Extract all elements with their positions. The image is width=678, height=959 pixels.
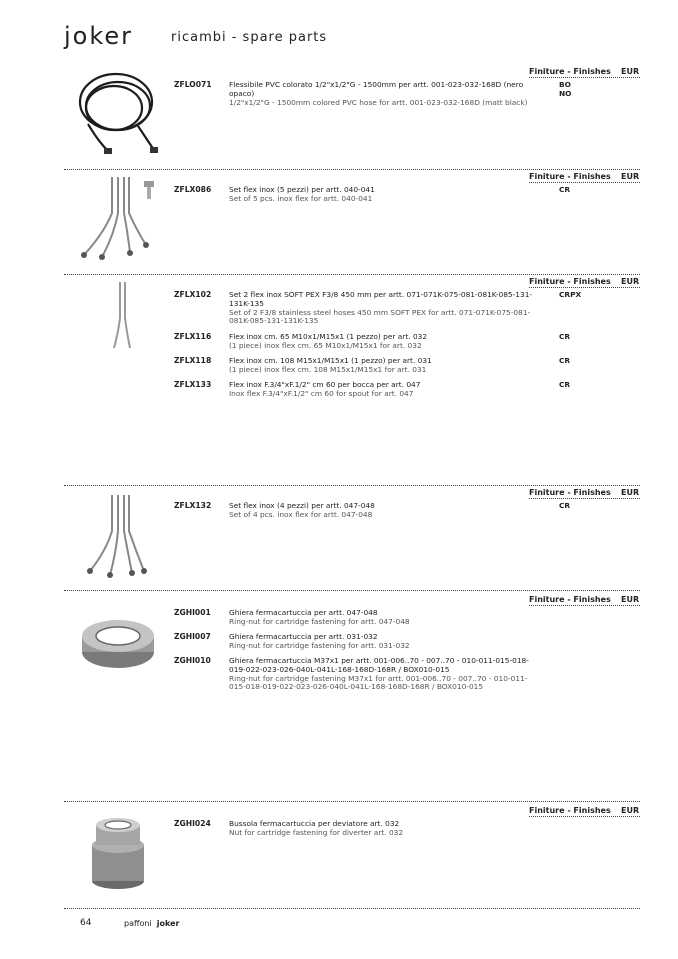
ring-nut-image [78, 608, 158, 680]
description-it: Bussola fermacartuccia per deviatore art. 032 [229, 819, 400, 828]
finish-code: CRPX [559, 290, 582, 299]
finish-code: CR [559, 380, 571, 389]
finish-code: CR [559, 332, 571, 341]
column-eur-header: EUR [621, 595, 640, 604]
column-finishes-header: Finiture - Finishes [529, 67, 611, 76]
description-it: Ghiera fermacartuccia M37x1 per artt. 001-006..70 - 007..70 - 010-011-015-018-019-022-023-026-040L-041L-168-168D-168R / BOX010-015 [229, 656, 529, 674]
description-it: Set flex inox (4 pezzi) per artt. 047-048 [229, 501, 375, 510]
description-en: (1 piece) inox flex cm. 108 M15x1/M15x1 for art. 031 [229, 364, 427, 374]
footer-brand: paffoni [124, 919, 152, 928]
column-eur-header: EUR [621, 172, 640, 181]
column-finishes-header: Finiture - Finishes [529, 595, 611, 604]
product-code: ZFLX132 [174, 501, 212, 510]
product-code: ZGHI024 [174, 819, 211, 828]
description-it: Ghiera fermacartuccia per artt. 047-048 [229, 608, 378, 617]
column-eur-header: EUR [621, 67, 640, 76]
description-en: Set of 4 pcs. inox flex for artt. 047-048 [229, 509, 373, 519]
product-code: ZFLX102 [174, 290, 212, 299]
description-it: Flex inox cm. 65 M10x1/M15x1 (1 pezzo) per art. 032 [229, 332, 428, 341]
description-it: Set flex inox (5 pezzi) per artt. 040-041 [229, 185, 375, 194]
description-en: Set of 2 F3/8 stainless steel hoses 450 mm SOFT PEX for artt. 071-071K-075-081-081K-085-131-131K-135 [229, 307, 531, 326]
description-en: Ring-nut for cartridge fastening M37x1 for artt. 001-006..70 - 007..70 - 010-011-015-018-019-022-023-026-040L-041L-168-168D-168R / BOX010-015 [229, 673, 528, 692]
flex-set-image [74, 173, 164, 265]
description-en: 1/2"x1/2"G - 1500mm colored PVC hose for artt. 001-023-032-168D (matt black) [229, 97, 528, 107]
description-it: Flessibile PVC colorato 1/2"x1/2"G - 1500mm per artt. 001-023-032-168D (nero opaco) [229, 80, 524, 98]
column-finishes-header: Finiture - Finishes [529, 488, 611, 497]
description-en: Nut for cartridge fastening for diverter art. 032 [229, 827, 404, 837]
description-en: Set of 5 pcs. inox flex for artt. 040-041 [229, 193, 373, 203]
soft-pex-hose-image [108, 278, 138, 352]
column-eur-header: EUR [621, 277, 640, 286]
footer-series: joker [156, 919, 180, 928]
column-eur-header: EUR [621, 806, 640, 815]
flex-set-4-image [78, 491, 158, 583]
page-number: 64 [80, 918, 92, 928]
finish-code: CR [559, 185, 571, 194]
description-it: Set 2 flex inox SOFT PEX F3/8 450 mm per artt. 071-071K-075-081-081K-085-131-131K-135 [229, 290, 533, 308]
product-code: ZFLX133 [174, 380, 212, 389]
pvc-hose-image [68, 66, 168, 158]
page-brand-title: joker [64, 22, 134, 50]
product-code: ZGHI007 [174, 632, 211, 641]
product-code: ZGHI001 [174, 608, 211, 617]
description-it: Ghiera fermacartuccia per artt. 031-032 [229, 632, 378, 641]
column-finishes-header: Finiture - Finishes [529, 806, 611, 815]
product-code: ZFLX086 [174, 185, 212, 194]
description-en: (1 piece) inox flex cm. 65 M10x1/M15x1 for art. 032 [229, 340, 422, 350]
description-it: Flex inox cm. 108 M15x1/M15x1 (1 pezzo) per art. 031 [229, 356, 432, 365]
finish-code: NO [559, 88, 572, 98]
description-en: Ring-nut for cartridge fastening for artt. 031-032 [229, 640, 410, 650]
finish-code: BO [559, 80, 571, 89]
product-code: ZFLX116 [174, 332, 212, 341]
product-code: ZFLO071 [174, 80, 212, 89]
column-eur-header: EUR [621, 488, 640, 497]
column-finishes-header: Finiture - Finishes [529, 277, 611, 286]
page-subtitle: ricambi - spare parts [171, 30, 328, 45]
description-it: Flex inox F.3/4"xF.1/2" cm 60 per bocca per art. 047 [229, 380, 421, 389]
finish-code: CR [559, 356, 571, 365]
finish-code: CR [559, 501, 571, 510]
cartridge-nut-image [88, 815, 148, 891]
description-en: Inox flex F.3/4"xF.1/2" cm 60 for spout for art. 047 [229, 388, 414, 398]
description-en: Ring-nut for cartridge fastening for artt. 047-048 [229, 616, 410, 626]
column-finishes-header: Finiture - Finishes [529, 172, 611, 181]
product-code: ZFLX118 [174, 356, 212, 365]
product-code: ZGHI010 [174, 656, 211, 665]
